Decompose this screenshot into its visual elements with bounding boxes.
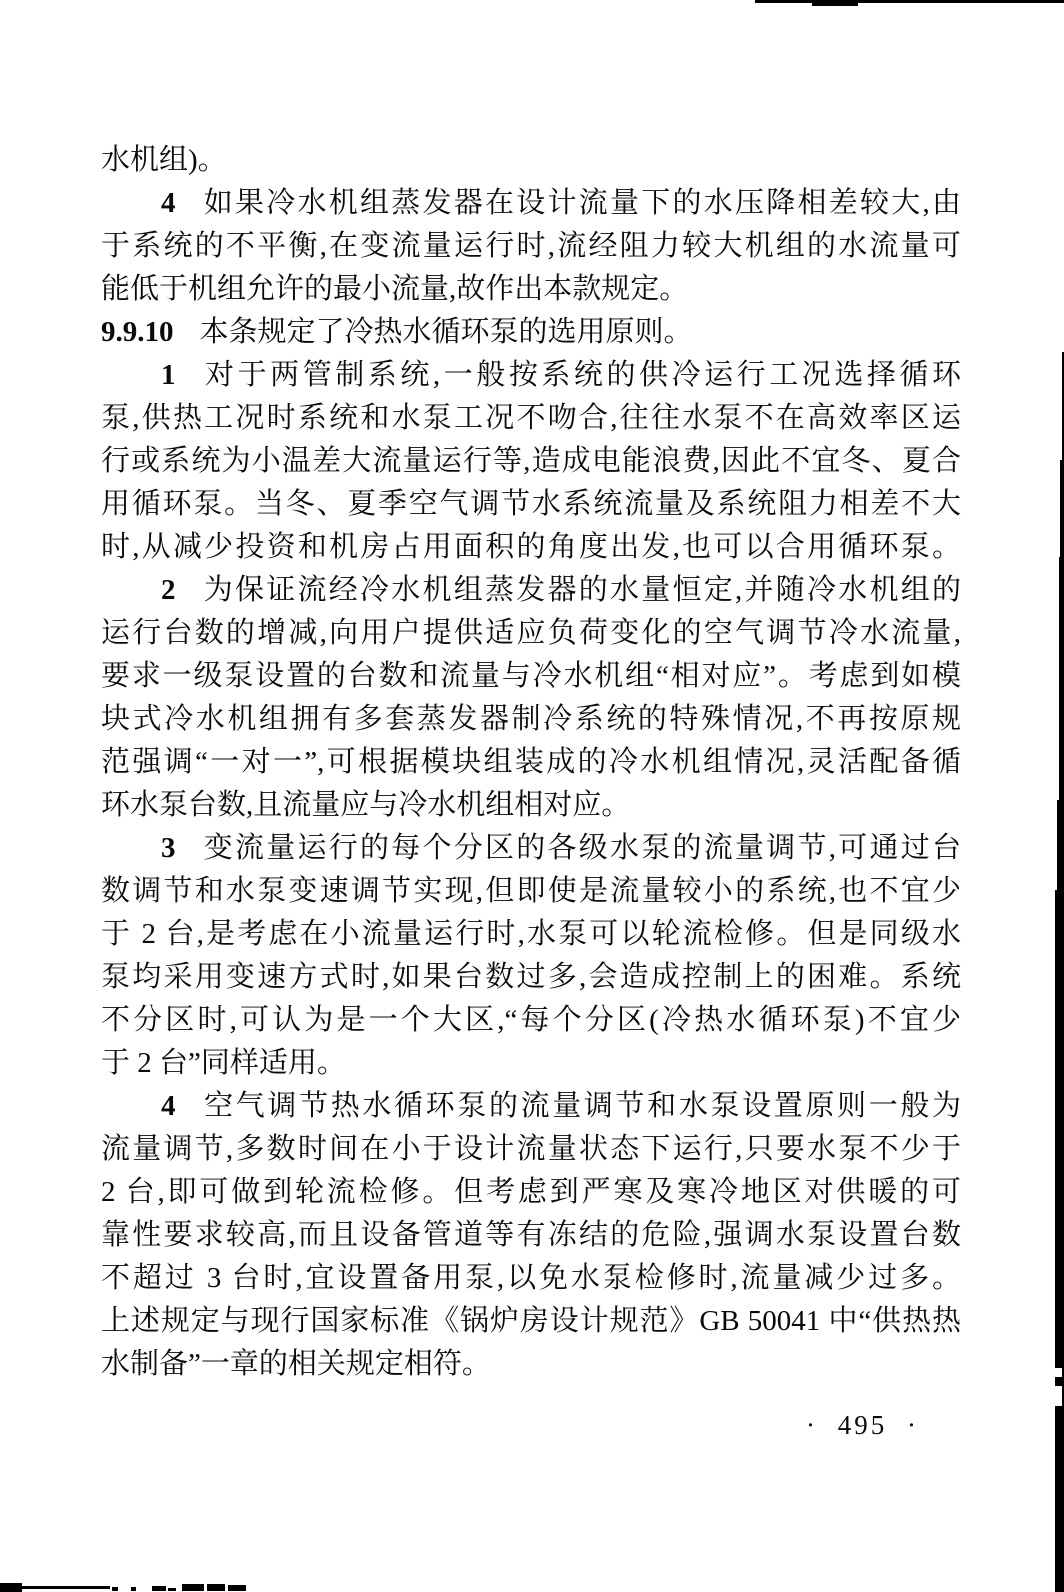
- text-segment: 块式冷水机组拥有多套蒸发器制冷系统的特殊情况,不再按原规: [101, 703, 961, 735]
- paragraph-number: 1: [161, 359, 176, 391]
- text-line: [101, 1257, 961, 1300]
- text-segment: 时,从减少投资和机房占用面积的角度出发,也可以合用循环泵。: [101, 531, 961, 563]
- text-segment: 泵均采用变速方式时,如果台数过多,会造成控制上的困难。系统: [101, 961, 961, 993]
- text-line: [101, 1042, 961, 1085]
- text-line: [101, 956, 961, 999]
- text-segment: 靠性要求较高,而且设备管道等有冻结的危险,强调水泵设置台数: [101, 1219, 961, 1251]
- text-segment: 水机组)。: [101, 144, 227, 176]
- text-line: [101, 483, 961, 526]
- text-segment: 运行台数的增减,向用户提供适应负荷变化的空气调节冷水流量,: [101, 617, 961, 649]
- text-line: [101, 397, 961, 440]
- text-segment: 环水泵台数,且流量应与冷水机组相对应。: [101, 789, 631, 821]
- text-segment: 于 2 台,是考虑在小流量运行时,水泵可以轮流检修。但是同级水: [101, 918, 961, 950]
- paragraph-number: 4: [161, 187, 176, 219]
- text-line: [101, 1171, 961, 1214]
- scan-artifact-right-edge: [1060, 460, 1064, 557]
- scan-artifact-right-edge: [1057, 800, 1064, 890]
- text-segment: 流量调节,多数时间在小于设计流量状态下运行,只要水泵不少于: [101, 1133, 961, 1165]
- text-segment: 本条规定了冷热水循环泵的选用原则。: [199, 316, 693, 348]
- paragraph-number: 9.9.10: [101, 316, 174, 348]
- text-segment: 变流量运行的每个分区的各级水泵的流量调节,可通过台: [201, 832, 961, 864]
- body-text: [101, 139, 961, 1386]
- text-line: [101, 225, 961, 268]
- text-line: [101, 311, 961, 354]
- text-line: [101, 698, 961, 741]
- text-segment: 如果冷水机组蒸发器在设计流量下的水压降相差较大,由: [201, 187, 961, 219]
- text-line: [101, 1300, 961, 1343]
- text-segment: 范强调“一对一”,可根据模块组装成的冷水机组情况,灵活配备循: [101, 746, 961, 778]
- scan-artifact-bottom: [168, 1588, 176, 1591]
- text-segment: 空气调节热水循环泵的流量调节和水泵设置原则一般为: [201, 1090, 961, 1122]
- scan-artifact-bottom: [22, 1586, 110, 1589]
- text-line: [101, 870, 961, 913]
- text-line: [101, 1214, 961, 1257]
- text-line: [101, 268, 961, 311]
- text-line: [101, 440, 961, 483]
- scan-artifact-bottom: [228, 1585, 246, 1591]
- text-line: [101, 1128, 961, 1171]
- scan-artifact-bottom: [112, 1587, 118, 1591]
- scan-artifact-right-notch: [1055, 1386, 1062, 1406]
- scan-artifact-top-bar: [755, 0, 1064, 3]
- text-line: [101, 913, 961, 956]
- text-segment: 泵,供热工况时系统和水泵工况不吻合,往往水泵不在高效率区运: [101, 402, 961, 434]
- text-line: [101, 999, 961, 1042]
- text-segment: 数调节和水泵变速调节实现,但即使是流量较小的系统,也不宜少: [101, 875, 961, 907]
- text-segment: 对于两管制系统,一般按系统的供冷运行工况选择循环: [201, 359, 961, 391]
- scan-artifact-bottom: [182, 1584, 204, 1591]
- text-line: [101, 612, 961, 655]
- text-segment: 上述规定与现行国家标准《锅炉房设计规范》GB 50041 中“供热热: [101, 1305, 961, 1337]
- text-line: [101, 1343, 961, 1386]
- text-segment: 不超过 3 台时,宜设置备用泵,以免水泵检修时,流量减少过多。: [101, 1262, 961, 1294]
- scan-artifact-bottom: [0, 1583, 22, 1592]
- text-line: [101, 1085, 961, 1128]
- text-segment: 不分区时,可认为是一个大区,“每个分区(冷热水循环泵)不宜少: [101, 1004, 961, 1036]
- text-line: [101, 655, 961, 698]
- scan-artifact-right-notch: [1055, 1368, 1062, 1377]
- text-line: [101, 784, 961, 827]
- scan-artifact-bottom: [131, 1587, 136, 1591]
- scan-artifact-bottom: [152, 1586, 166, 1591]
- scan-artifact-right-edge: [1055, 890, 1064, 1592]
- text-segment: 用循环泵。当冬、夏季空气调节水系统流量及系统阻力相差不大: [101, 488, 961, 520]
- text-line: [101, 569, 961, 612]
- text-segment: 能低于机组允许的最小流量,故作出本款规定。: [101, 273, 689, 305]
- text-line: [101, 827, 961, 870]
- text-segment: 2 台,即可做到轮流检修。但考虑到严寒及寒冷地区对供暖的可: [101, 1176, 961, 1208]
- text-line: [101, 354, 961, 397]
- paragraph-number: 2: [161, 574, 176, 606]
- page-number: · 495 ·: [806, 1410, 919, 1440]
- text-line: [101, 139, 961, 182]
- text-line: [101, 526, 961, 569]
- text-segment: 为保证流经冷水机组蒸发器的水量恒定,并随冷水机组的: [201, 574, 961, 606]
- text-segment: 于系统的不平衡,在变流量运行时,流经阻力较大机组的水流量可: [101, 230, 961, 262]
- text-segment: 水制备”一章的相关规定相符。: [101, 1348, 491, 1380]
- scan-artifact-bottom: [207, 1584, 225, 1591]
- text-segment: 于 2 台”同样适用。: [101, 1047, 346, 1079]
- text-segment: 要求一级泵设置的台数和流量与冷水机组“相对应”。考虑到如模: [101, 660, 961, 692]
- text-line: [101, 182, 961, 225]
- scan-artifact-top-tick: [812, 3, 858, 6]
- paragraph-number: 4: [161, 1090, 176, 1122]
- paragraph-number: 3: [161, 832, 176, 864]
- text-line: [101, 741, 961, 784]
- scan-artifact-right-edge: [1059, 557, 1064, 800]
- text-segment: 行或系统为小温差大流量运行等,造成电能浪费,因此不宜冬、夏合: [101, 445, 961, 477]
